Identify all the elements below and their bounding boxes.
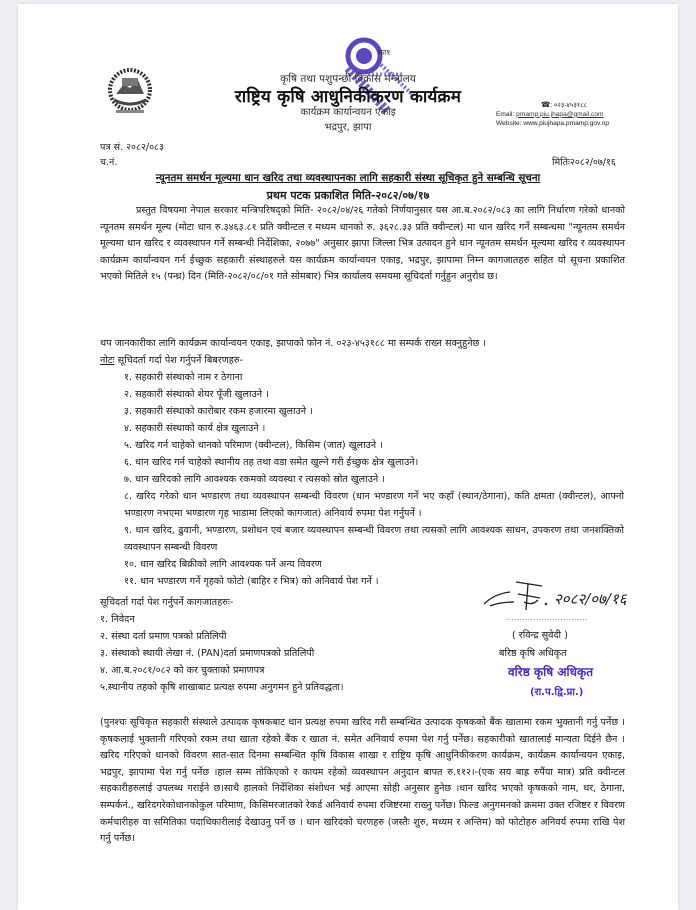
detail-item: ५. खरिद गर्न चाहेको धानको परिमाण (क्वीन्टल), किसिम (जात) खुलाउने । [124, 440, 383, 451]
signature-date: २०८२/०७/१६ [554, 590, 627, 608]
telephone-icon: ☎ [541, 100, 551, 109]
program-name: राष्ट्रिय कृषि आधुनिकीकरण कार्यक्रम [234, 87, 462, 107]
signature-line: .............................. [506, 614, 588, 622]
publication-date: प्रथम पटक प्रकाशित मिति-२०८२/०७/१७ [266, 189, 430, 202]
document-item: ३. संस्थाको स्थायी लेखा नं. (PAN)दर्ता प्रमाणपत्रको प्रतिलिपी [100, 648, 315, 659]
detail-item: ६. धान खरिद गर्न चाहेको स्थानीय तह तथा वडा समेत खुल्ने गरी ईच्छुक क्षेत्र खुलाउने। [124, 457, 419, 468]
detail-item: १०. धान खरिद बिक्रीको लागि आवश्यक पर्ने अन्य विवरण [124, 559, 322, 570]
note-label: नोटः [100, 355, 115, 366]
website-row [496, 120, 609, 129]
stamp-fragment-text: का१ [378, 48, 391, 57]
letter-date: मितिः२०८२/०७/१६ [552, 157, 616, 168]
note-heading [100, 353, 243, 366]
detail-item: ३. सहकारी संस्थाको कारोबार रकम हजारमा खुलाउने । [124, 406, 313, 417]
contact-line: थप जानकारीका लागि कार्यक्रम कार्यान्वयन एकाइ, झापाको फोन नं. ०२३-४५३१८८ मा सम्पर्क राख्न सक्नुहुनेछ । [100, 338, 486, 349]
officer-stamp-rank: (रा.प.द्वि.प्रा.) [530, 687, 584, 698]
dispatch-number: च.नं. [100, 157, 118, 168]
detail-item: ४. सहकारी संस्थाको कार्य क्षेत्र खुलाउने । [124, 423, 266, 434]
postscript: (पुनश्चः सूचिकृत सहकारी संस्थाले उत्पादक कृषकबाट धान प्रत्यक्ष रुपमा खरिद गरी सम्बन्धित उत्पादक कृषकको बैंक खातामा रकम भुक्तानी गर्नु पर्नेछ ।कृषकलाई भुक्तानी गरिएको रकम तथा खाता रहेको बैंक र खाता नं. समेत अनिवार्य रुपमा पेश गर्नु पर्नेछ। सहकारीको खातालाई मान्यता दिईने छैन । खरिद गरिएको धानको विवरण सात-सात दिनमा सम्बन्धित कृषि विकास शाखा र राष्ट्रिय कृषि आधुनिकीकरण कार्यक्रम, कार्यक्रम कार्यान्वयन एकाइ, भद्रपुर, झापामा पेश गर्नु पर्नेछ ।हाल सम्म तोकिएको र कायम रहेको व्यवस्थापन अनुदान बापत रु.११२।-(एक सय बाह्र रुपैंया मात्र) प्रति क्वीन्टल सहकारीहरुलाई उपलब्ध गराईने छ।साथै हालको निर्देशिका संशोधन भई आएमा सोही अनुसार हुनेछ ।धान खरिद भएको कृषकको नाम, थर, ठेगाना, सम्पर्कनं., खरिदगरेकोधानकोकुल परिमाण, किसिमरजातको रेकर्ड अनिवार्य रुपमा रजिष्टरमा राख्नु पर्नेछ। फिल्ड अनुगमनको क्रममा उक्त रजिष्टर र विवरण कर्मचारीहरु वा समितिका पदाधिकारीलाई देखाउनु पर्ने छ । धान खरिदको चरणहरु (जस्तैः शुरु, मध्यम र अन्तिम) को फोटोहरु अनिवर्य रुपमा राखि पेश गर्नु पर्नेछ। [100, 717, 625, 845]
documents-heading: सूचिदर्ता गर्दा पेश गर्नुपर्ने कागजातहरुः- [100, 597, 234, 608]
office-location: भद्रपुर, झापा [324, 122, 372, 133]
contact-block [496, 101, 609, 128]
document-item: ४. आ.ब.२०८१/०८२ को कर चुक्ताको प्रमाणपत्र [100, 665, 265, 676]
phone-number: : ०२३-४५३१८८ [550, 102, 588, 109]
ministry-name: कृषि तथा पशुपन्छी विकास मन्त्रालय [280, 73, 416, 85]
email-link[interactable]: pmamp.piu.jhapa@gmail.com [516, 110, 604, 118]
signatory-name: ( रविन्द्र सुवेदी ) [512, 630, 568, 641]
detail-item: ९. धान खरिद, ढुवानी, भण्डारण, प्रशोधन एवं बजार व्यवस्थापन सम्बन्धी विवरण तथा त्यसको लागि आवश्यक साधन, उपकरण तथा जनशक्तिको व्यवस्थापन सम्बन्धी विवरण [124, 525, 624, 553]
notice-body: प्रस्तुत विषयमा नेपाल सरकार मन्त्रिपरिषद्को मिति- २०८२/०४/२६ गतेको निर्णयानुसार यस आ.ब.२०८२/०८३ का लागि निर्धारण गरेको धानको न्यूनतम समर्थन मूल्य (मोटा धान रु.३४६३.८१ प्रति क्वीन्टल र मध्यम धानको रु. ३६२८.३३ प्रति क्वीन्टल) मा धान खरिद गर्ने सम्बन्धमा "न्यूनतम समर्थन मूल्यमा धान खरिद र व्यवस्थापन गर्ने सम्बन्धी निर्देशिका, २०७७" अनुसार झापा जिल्ला भित्र उत्पादन हुने धान न्यूनतम समर्थन मूल्यमा खरिद र व्यवस्थापन कार्यक्रम कार्यान्वयन गर्न ईच्छुक सहकारी संस्थाहरुले यस कार्यक्रम कार्यान्वयन एकाइ, भद्रपुर, झापामा निम्न कागजातहरु सहित यो सूचना प्रकाशित भएको मितिले १५ (पन्ध्र) दिन (मिति-२०८२/०८/०१ गते सोमबार) भित्र कार्यालय समयमा सूचिदर्ता गर्नुहुन अनुरोध छ। [100, 205, 625, 283]
handwritten-signature [480, 572, 660, 614]
detail-item: ७. धान खरिदको लागि आवश्यक रकमको व्यवस्था र त्यसको स्रोत खुलाउने । [124, 474, 385, 485]
phone-row [496, 101, 609, 111]
letter-reference: पत्र सं. २०८२/०८३ [100, 142, 164, 153]
detail-item: १. सहकारी संस्थाको नाम र ठेगाना [124, 372, 243, 383]
website-url[interactable]: www.piujhapa.pmamp.gov.np [523, 119, 610, 127]
email-row [496, 111, 609, 120]
website-label: Website: [496, 119, 522, 127]
detail-item: २. सहकारी संस्थाको शेयर पूँजी खुलाउने । [124, 389, 269, 400]
notice-title: न्यूनतम समर्थन मूल्यमा धान खरिद तथा व्यवस्थापनका लागि सहकारी संस्था सूचिकृत हुने सम्बन्धि सूचना [155, 172, 541, 184]
document-item: २. संस्था दर्ता प्रमाण पत्रको प्रतिलिपी [100, 631, 227, 642]
document-item: ५.स्थानीय तहको कृषि शाखाबाट प्रत्यक्ष रुपमा अनुगमन हुने प्रतिवद्धता। [100, 682, 344, 693]
document-item: १. निवेदन [100, 614, 135, 625]
detail-item: ११. धान भण्डारण गर्ने गृहको फोटो (बाहिर र भित्र) को अनिवार्य पेश गर्ने । [124, 576, 379, 587]
signatory-title: बरिष्ठ कृषि अधिकृत [499, 648, 567, 659]
officer-stamp-title: वरिष्ठ कृषि अधिकृत [508, 665, 594, 679]
unit-name: कार्यक्रम कार्यान्वयन एकाइ [300, 107, 396, 118]
note-text: सूचिदर्ता गर्दा पेश गर्नुपर्ने बिबरणहरु- [114, 355, 243, 366]
detail-item: ८. खरिद गरेको धान भण्डारण तथा व्यवस्थापन सम्बन्धी विवरण (धान भण्डारण गर्ने भए कहाँ (स्थान/ठेगाना), कति क्षमता (क्वीन्टल), आफ्नो भण्डारण नभएमा भण्डारण गृह भाडामा लिएको कागजात) अनिवार्य रुपमा पेश गर्नुपर्ने । [124, 491, 624, 519]
email-label: Email: [496, 110, 515, 118]
